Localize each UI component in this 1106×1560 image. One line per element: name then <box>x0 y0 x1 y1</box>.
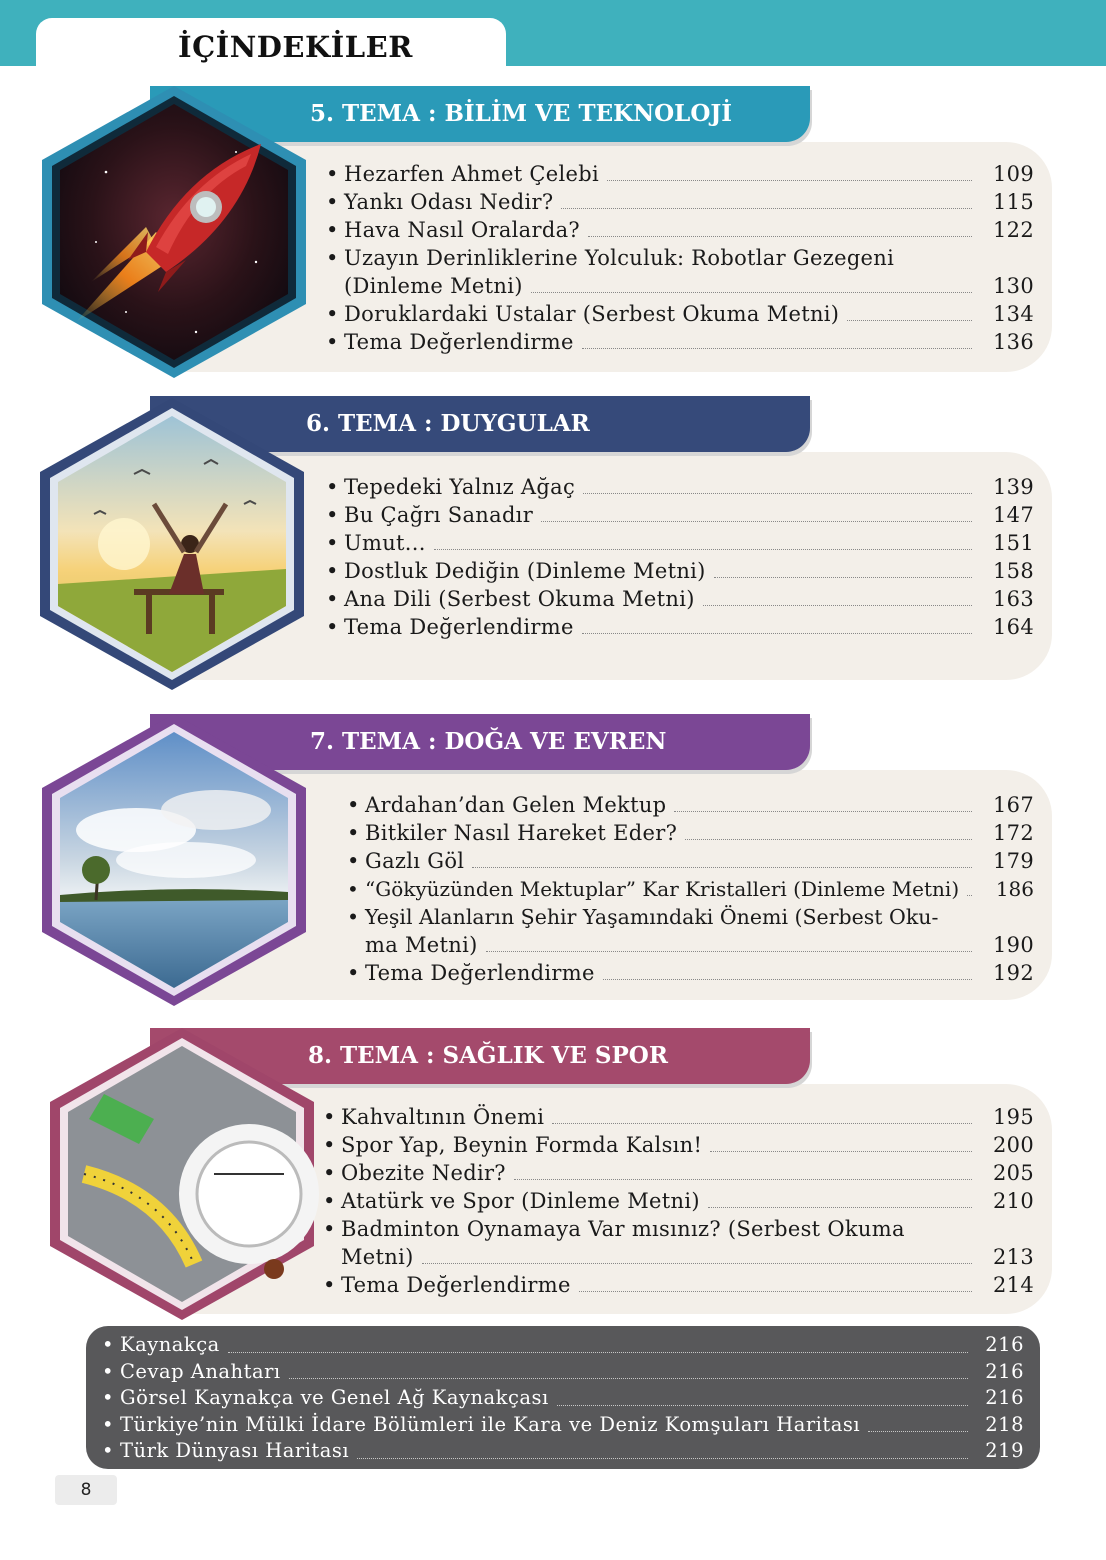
theme-image-scale <box>44 1024 320 1324</box>
toc-entry[interactable]: • Tema Değerlendirme 192 <box>347 961 1034 985</box>
toc-entry[interactable]: • Uzayın Derinliklerine Yolculuk: Robotlar Gezegeni (Dinleme Metni) 130 <box>326 246 1034 298</box>
theme-title: 7. TEMA : DOĞA VE EVREN <box>310 728 667 755</box>
toc-entry[interactable]: • Umut... 151 <box>326 531 1034 555</box>
theme-entries <box>347 791 1034 987</box>
theme-entries <box>323 1103 1034 1299</box>
toc-entry[interactable]: • Kaynakça 216 <box>102 1333 1024 1356</box>
toc-entry[interactable]: • Türk Dünyası Haritası 219 <box>102 1439 1024 1463</box>
theme-title: 5. TEMA : BİLİM VE TEKNOLOJİ <box>310 100 732 127</box>
toc-entry[interactable]: • Obezite Nedir? 205 <box>323 1161 1034 1185</box>
toc-entry[interactable]: • Yeşil Alanların Şehir Yaşamındaki Önemi (Serbest Oku- ma Metni) 190 <box>347 905 1034 957</box>
theme-title: 8. TEMA : SAĞLIK VE SPOR <box>308 1042 668 1069</box>
toc-entry[interactable]: • Doruklardaki Ustalar (Serbest Okuma Metni) 134 <box>326 302 1034 326</box>
toc-entry[interactable]: • Kahvaltının Önemi 195 <box>323 1105 1034 1129</box>
theme-image-rocket <box>36 82 312 382</box>
page-title: İÇİNDEKİLER <box>178 30 413 64</box>
toc-entry[interactable]: • Gazlı Göl 179 <box>347 849 1034 873</box>
toc-entry[interactable]: • Hezarfen Ahmet Çelebi 109 <box>326 162 1034 186</box>
appendix-entries <box>102 1332 1024 1465</box>
toc-entry[interactable]: • Tema Değerlendirme 164 <box>326 615 1034 639</box>
toc-entry[interactable]: • Ardahan’dan Gelen Mektup 167 <box>347 793 1034 817</box>
theme-title: 6. TEMA : DUYGULAR <box>306 410 590 437</box>
toc-entry[interactable]: • Atatürk ve Spor (Dinleme Metni) 210 <box>323 1189 1034 1213</box>
toc-entry[interactable]: • Spor Yap, Beynin Formda Kalsın! 200 <box>323 1133 1034 1157</box>
appendix-box <box>86 1326 1040 1469</box>
page-number: 8 <box>55 1475 117 1505</box>
toc-entry[interactable]: • Tema Değerlendirme 214 <box>323 1273 1034 1297</box>
toc-entry[interactable]: • Ana Dili (Serbest Okuma Metni) 163 <box>326 587 1034 611</box>
toc-entry[interactable]: • Bitkiler Nasıl Hareket Eder? 172 <box>347 821 1034 845</box>
theme-entries <box>326 160 1034 356</box>
theme-image-lake <box>36 710 312 1010</box>
toc-entry[interactable]: • Yankı Odası Nedir? 115 <box>326 190 1034 214</box>
toc-entry[interactable]: • Türkiye’nin Mülki İdare Bölümleri ile Kara ve Deniz Komşuları Haritası 218 <box>102 1412 1024 1436</box>
theme-entries <box>326 473 1034 641</box>
toc-entry[interactable]: • Badminton Oynamaya Var mısınız? (Serbest Okuma Metni) 213 <box>323 1217 1034 1269</box>
toc-entry[interactable]: • Tepedeki Yalnız Ağaç 139 <box>326 475 1034 499</box>
toc-entry[interactable]: • Cevap Anahtarı 216 <box>102 1359 1024 1383</box>
toc-entry[interactable]: • Görsel Kaynakça ve Genel Ağ Kaynakçası 216 <box>102 1386 1024 1410</box>
toc-entry[interactable]: • Dostluk Dediğin (Dinleme Metni) 158 <box>326 559 1034 583</box>
toc-entry[interactable]: • Hava Nasıl Oralarda? 122 <box>326 218 1034 242</box>
theme-image-field <box>34 394 310 694</box>
toc-entry[interactable]: • Bu Çağrı Sanadır 147 <box>326 503 1034 527</box>
toc-entry[interactable]: • Tema Değerlendirme 136 <box>326 330 1034 354</box>
toc-entry[interactable]: • “Gökyüzünden Mektuplar” Kar Kristalleri (Dinleme Metni) 186 <box>347 877 1034 901</box>
